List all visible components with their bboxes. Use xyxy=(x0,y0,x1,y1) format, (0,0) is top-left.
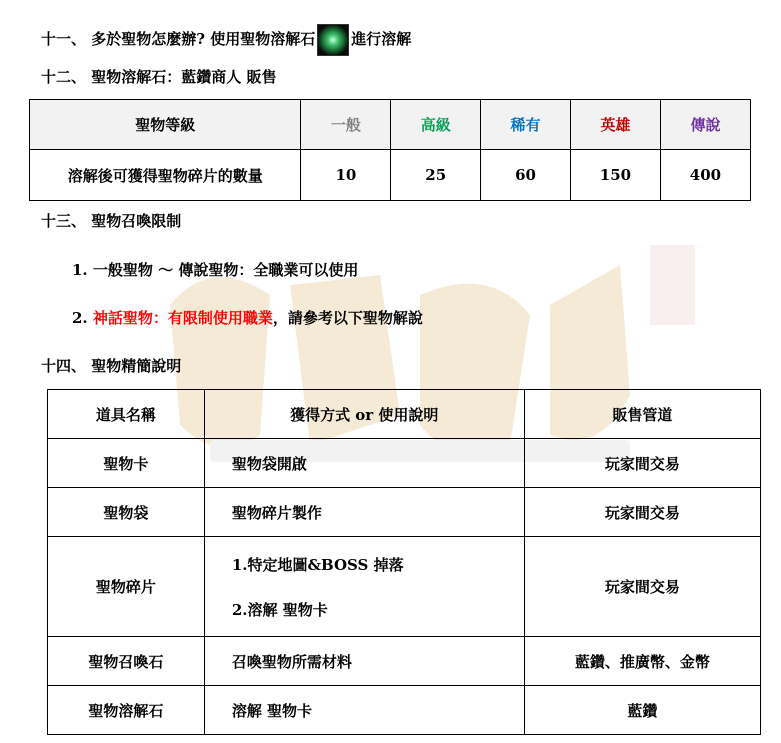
table-row xyxy=(48,637,761,686)
grade-value-2: 60 xyxy=(481,150,571,201)
grade-value-1: 25 xyxy=(391,150,481,201)
grade-name-4: 傳說 xyxy=(660,100,750,150)
item-desc: 召喚聖物所需材料 xyxy=(204,637,524,686)
section-13-item-2-rest: ，請參考以下聖物解說 xyxy=(272,309,423,327)
grade-row-label: 溶解後可獲得聖物碎片的數量 xyxy=(30,150,301,201)
table-row xyxy=(48,537,761,637)
grade-value-4: 400 xyxy=(660,150,750,201)
section-11-text-after: 進行溶解 xyxy=(351,30,412,48)
section-13-item-2-num: 2. xyxy=(72,309,88,327)
item-channel: 藍鑽 xyxy=(524,686,760,735)
section-13-item-1: 1. 一般聖物 ～ 傳說聖物：全職業可以使用 xyxy=(72,261,359,279)
item-desc: 聖物碎片製作 xyxy=(204,488,524,537)
section-11-line xyxy=(41,24,411,56)
item-table-header-row xyxy=(48,390,761,439)
grade-value-3: 150 xyxy=(570,150,660,201)
item-channel: 玩家間交易 xyxy=(524,537,760,637)
grade-name-2: 稀有 xyxy=(481,100,571,150)
item-channel: 玩家間交易 xyxy=(524,439,760,488)
item-channel: 藍鑽、推廣幣、金幣 xyxy=(524,637,760,686)
item-desc xyxy=(204,537,524,637)
item-header-name: 道具名稱 xyxy=(48,390,205,439)
section-13-item-2-red: 神話聖物：有限制使用職業 xyxy=(92,309,273,327)
section-12-line: 十二、 聖物溶解石：藍鑽商人 販售 xyxy=(41,68,277,86)
section-11-text: 十一、 多於聖物怎麼辦? 使用聖物溶解石 xyxy=(41,30,316,48)
item-name: 聖物碎片 xyxy=(48,537,205,637)
grade-name-3: 英雄 xyxy=(570,100,660,150)
grade-value-0: 10 xyxy=(301,150,391,201)
table-row xyxy=(48,686,761,735)
table-row xyxy=(48,439,761,488)
item-table xyxy=(47,389,761,735)
item-header-desc: 獲得方式 or 使用說明 xyxy=(204,390,524,439)
item-name: 聖物袋 xyxy=(48,488,205,537)
grade-table-value-row xyxy=(30,150,751,201)
dissolve-stone-icon xyxy=(317,24,349,56)
item-desc-line-1: 1.特定地圖&BOSS 掉落 xyxy=(231,555,404,574)
table-row xyxy=(48,488,761,537)
item-desc-line-2: 2.溶解 聖物卡 xyxy=(231,600,328,619)
item-name: 聖物溶解石 xyxy=(48,686,205,735)
item-desc: 溶解 聖物卡 xyxy=(204,686,524,735)
grade-table-header-row xyxy=(30,100,751,150)
item-name: 聖物召喚石 xyxy=(48,637,205,686)
item-desc: 聖物袋開啟 xyxy=(204,439,524,488)
grade-name-1: 高級 xyxy=(391,100,481,150)
grade-table xyxy=(29,99,751,201)
grade-header-label: 聖物等級 xyxy=(30,100,301,150)
item-channel: 玩家間交易 xyxy=(524,488,760,537)
item-header-channel: 販售管道 xyxy=(524,390,760,439)
section-13-item-2 xyxy=(72,307,423,328)
item-name: 聖物卡 xyxy=(48,439,205,488)
grade-name-0: 一般 xyxy=(301,100,391,150)
section-13-title: 十三、 聖物召喚限制 xyxy=(41,212,182,230)
section-14-title: 十四、 聖物精簡說明 xyxy=(41,357,182,375)
